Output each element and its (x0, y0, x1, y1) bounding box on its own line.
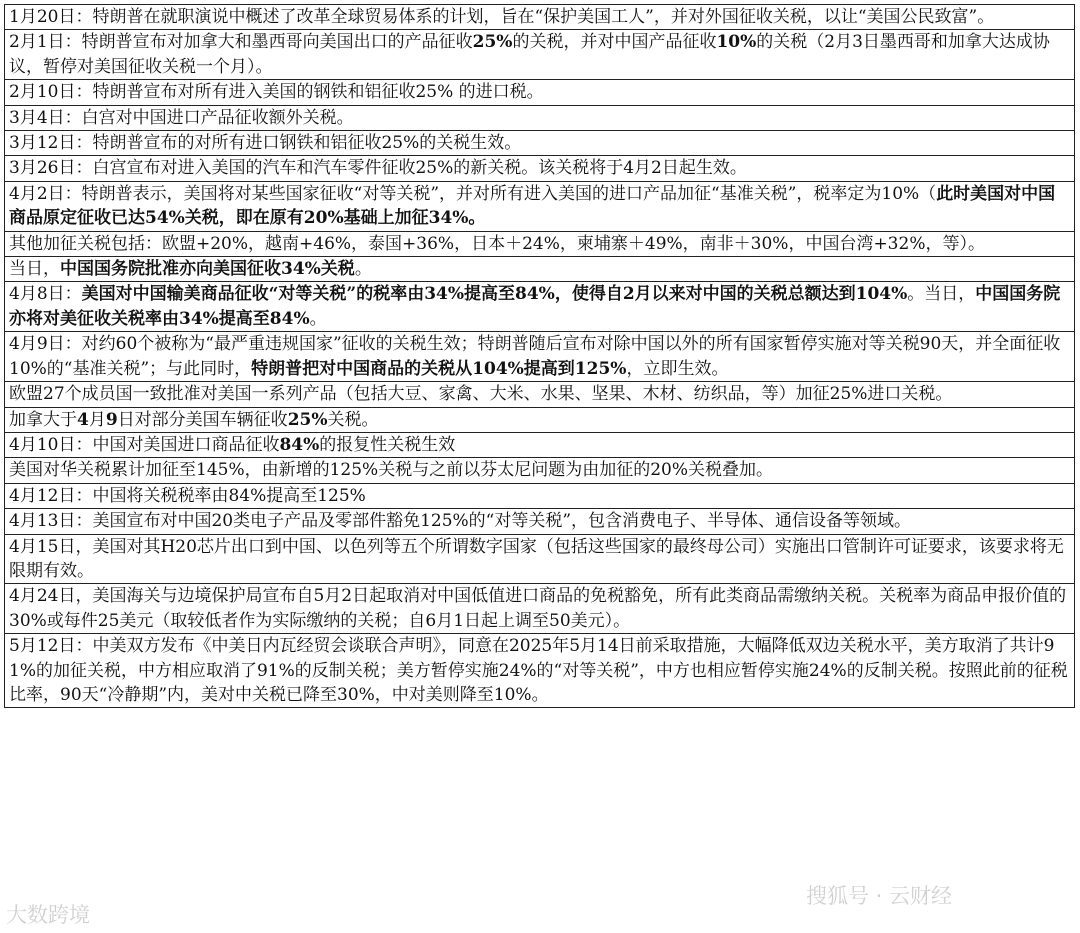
table-row (5, 5, 1075, 30)
table-row (5, 634, 1075, 708)
table-row (5, 282, 1075, 332)
entry-text: 的关税，并对中国产品征收 (512, 32, 717, 53)
timeline-entry (5, 231, 1075, 256)
table-row (5, 156, 1075, 181)
entry-text-bold: 此时美国对中国商品原定征收已达54%关税，即在原有20%基础上加征34%。 (9, 183, 1056, 229)
entry-text: 欧盟27个成员国一致批准对美国一系列产品（包括大豆、家禽、大米、水果、坚果、木材、纺织品，等）加征25%进口关税。 (9, 384, 953, 405)
table-row (5, 30, 1075, 80)
table-row (5, 509, 1075, 534)
timeline-entry (5, 131, 1075, 156)
timeline-entry (5, 156, 1075, 181)
entry-text: 美国对华关税累计加征至145%，由新增的125%关税与之前以芬太尼问题为由加征的20%关税叠加。 (9, 460, 773, 481)
entry-text-bold: 84% (279, 434, 320, 455)
timeline-entry (5, 105, 1075, 130)
entry-text: 2月1日：特朗普宣布对加拿大和墨西哥向美国出口的产品征收 (9, 32, 473, 53)
entry-text: 4月12日：中国将关税税率由84%提高至125% (9, 485, 366, 506)
timeline-entry (5, 509, 1075, 534)
entry-text: 4月10日：中国对美国进口商品征收 (9, 434, 280, 455)
entry-text: 3月12日：特朗普宣布的对所有进口钢铁和铝征收25%的关税生效。 (9, 133, 522, 154)
entry-text: 4月2日：特朗普表示，美国将对某些国家征收“对等关税”，并对所有进入美国的进口产品加征“基准关税”，税率定为10%（ (9, 183, 937, 204)
entry-text-bold: 中国国务院亦将对美征收关税率由34%提高至84% (9, 284, 1061, 329)
table-row (5, 181, 1075, 231)
table-row (5, 257, 1075, 282)
table-row (5, 584, 1075, 634)
timeline-entry (5, 634, 1075, 708)
timeline-body (5, 5, 1075, 708)
table-row (5, 407, 1075, 432)
timeline-entry (5, 458, 1075, 483)
timeline-entry (5, 257, 1075, 282)
entry-text: 加拿大于 (9, 409, 77, 430)
watermark-right: 搜狐号 · 云财经 (806, 884, 953, 908)
table-row (5, 458, 1075, 483)
entry-text: 4月9日：对约60个被称为“最严重违规国家”征收的关税生效；特朗普随后宣布对除中国以外的所有国家暂停实施对等关税90天，并全面征收10%的“基准关税”；与此同时， (9, 334, 1061, 379)
entry-text: 3月4日：白宫对中国进口产品征收额外关税。 (9, 107, 354, 128)
entry-text: 其他加征关税包括：欧盟+20%，越南+46%，泰国+36%，日本＋24%，柬埔寨＋49%，南非＋30%，中国台湾+32%，等）。 (9, 233, 985, 254)
entry-text: 当日， (9, 259, 60, 280)
entry-text: 4月24日，美国海关与边境保护局宣布自5月2日起取消对中国低值进口商品的免税豁免，所有此类商品需缴纳关税。关税率为商品申报价值的30%或每件25美元（取较低者作为实际缴纳的关税；自6月1日起上调至50美元）。 (9, 586, 1067, 631)
entry-text: 4月15日，美国对其H20芯片出口到中国、以色列等五个所谓数字国家（包括这些国家的最终母公司）实施出口管制许可证要求，该要求将无限期有效。 (9, 536, 1064, 581)
timeline-entry (5, 181, 1075, 231)
timeline-entry (5, 432, 1075, 457)
entry-text: 4月8日： (9, 284, 82, 305)
timeline-entry (5, 80, 1075, 105)
timeline-entry (5, 407, 1075, 432)
entry-text: 5月12日：中美双方发布《中美日内瓦经贸会谈联合声明》，同意在2025年5月14日前采取措施，大幅降低双边关税水平，美方取消了共计91%的加征关税，中方相应取消了91%的反制关税；美方暂停实施24%的“对等关税”，中方也相应暂停实施24%的反制关税。按照此前的征税比率，90天“冷静期”内，美对中关税已降至30%，中对美则降至10%。 (9, 636, 1068, 705)
entry-text: 2月10日：特朗普宣布对所有进入美国的钢铁和铝征收25% 的进口税。 (9, 82, 544, 103)
table-row (5, 80, 1075, 105)
table-row (5, 483, 1075, 508)
table-row (5, 534, 1075, 584)
timeline-entry (5, 282, 1075, 332)
table-row (5, 432, 1075, 457)
entry-text-bold: 9 (105, 409, 118, 430)
entry-text-bold: 美国对中国输美商品征收“对等关税”的税率由34%提高至84%，使得自2月以来对中国的关税总额达到104% (81, 284, 908, 305)
entry-text: 4月13日：美国宣布对中国20类电子产品及零部件豁免125%的“对等关税”，包含消费电子、半导体、通信设备等领域。 (9, 511, 912, 532)
timeline-entry (5, 483, 1075, 508)
tariff-timeline-table (4, 4, 1075, 708)
table-row (5, 382, 1075, 407)
entry-text: 月 (88, 409, 106, 430)
table-row (5, 105, 1075, 130)
entry-text: 的报复性关税生效 (319, 434, 456, 455)
entry-text: 的关税（2月3日墨西哥和加拿大达成协议，暂停对美国征收关税一个月）。 (9, 32, 1050, 77)
entry-text-bold: 中国国务院批准亦向美国征收34%关税 (60, 259, 355, 280)
entry-text: 3月26日：白宫宣布对进入美国的汽车和汽车零件征收25%的新关税。该关税将于4月2日起生效。 (9, 158, 747, 179)
table-row (5, 131, 1075, 156)
entry-text: 。 (309, 308, 327, 329)
entry-text: 日对部分美国车辆征收 (117, 409, 288, 430)
watermark-left: 大数跨境 (6, 903, 90, 927)
timeline-entry (5, 332, 1075, 382)
timeline-entry (5, 584, 1075, 634)
entry-text-bold: 25% (472, 32, 513, 53)
entry-text: 1月20日：特朗普在就职演说中概述了改革全球贸易体系的计划，旨在“保护美国工人”，并对外国征收关税，以让“美国公民致富”。 (9, 7, 995, 27)
entry-text-bold: 10% (716, 32, 757, 53)
entry-text-bold: 特朗普把对中国商品的关税从104%提高到125% (251, 358, 627, 379)
entry-text: 。当日， (907, 284, 976, 305)
entry-text: 。 (354, 259, 372, 280)
table-row (5, 231, 1075, 256)
timeline-entry (5, 5, 1075, 30)
timeline-entry (5, 534, 1075, 584)
timeline-entry (5, 382, 1075, 407)
table-row (5, 332, 1075, 382)
entry-text-bold: 4 (77, 409, 89, 430)
entry-text: ，立即生效。 (626, 358, 729, 379)
entry-text: 关税。 (327, 409, 379, 430)
entry-text-bold: 25% (287, 409, 328, 430)
timeline-entry (5, 30, 1075, 80)
